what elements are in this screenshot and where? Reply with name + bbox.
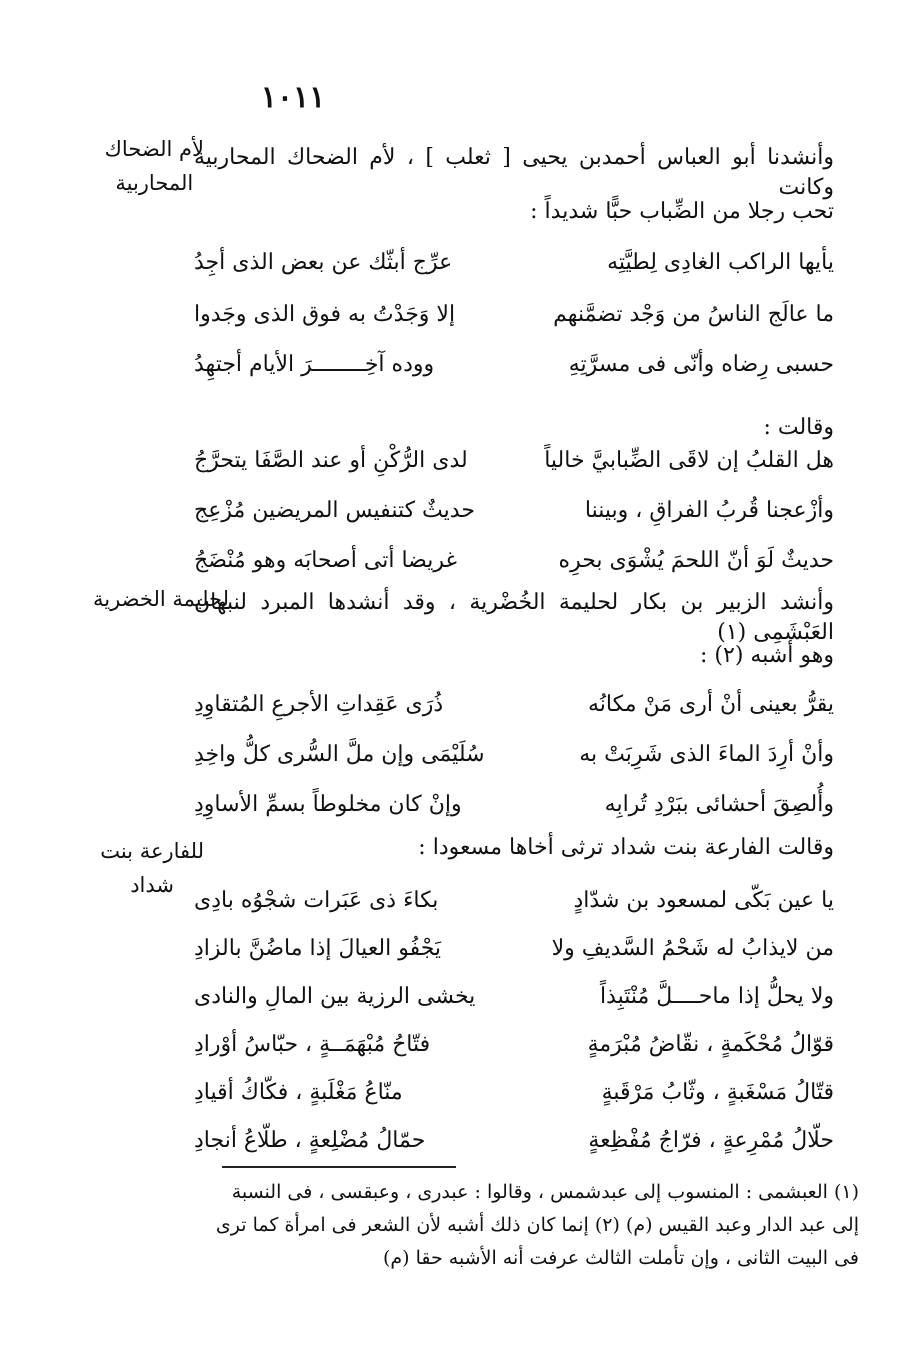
verse-line (194, 438, 834, 484)
verse-first-hemistich: وأُلصِقَ أحشائى ببَرْدِ تُرابِه (604, 792, 834, 817)
verse-second-hemistich: ذُرَى عَقِداتِ الأجرعِ المُتقاوِدِ (194, 692, 444, 717)
footnotes (159, 1176, 859, 1275)
page-number: ١٠١١ (260, 80, 326, 115)
section-intro: وأنشد الزبير بن بكار لحليمة الخُضْرية ، وقد أنشدها المبرد لنبهان العَبْشَمِى (١) (194, 590, 834, 645)
verse-first-hemistich: قوّالُ مُحْكَمةٍ ، نقّاضُ مُبْرَمةٍ (587, 1032, 834, 1057)
verse-second-hemistich: ووده آخِــــــــرَ الأيام أجتهِدُ (194, 352, 435, 377)
footnote-line: فى البيت الثانى ، وإن تأملت الثالث عرفت أنه الأشبه حقا (م) (382, 1247, 859, 1269)
verse-line (194, 1022, 834, 1068)
verse-first-hemistich: حلّالُ مُمْرِعةٍ ، فرّاجُ مُفْظِعةٍ (588, 1128, 834, 1153)
section-intro: وهو أشبه (٢) : (700, 643, 834, 668)
verse-line (194, 292, 834, 338)
margin-note-al-fariah (100, 834, 204, 902)
margin-note-line: لحليمة الخضرية (92, 587, 229, 611)
verse-line (194, 926, 834, 972)
section-intro: وأنشدنا أبو العباس أحمدبن يحيى [ ثعلب ] ، لأم الضحاك المحاربية وكانت (194, 145, 834, 200)
verse-second-hemistich: حديثٌ كتنفيس المريضين مُزْعِج (194, 498, 475, 523)
verse-line (194, 342, 834, 388)
verse-first-hemistich: ما عالَج الناسُ من وَجْد تضمَّنهم (553, 302, 834, 327)
verse-line (194, 782, 834, 828)
footnote-line: إلى عبد الدار وعبد القيس (م) (٢) إنما كان ذلك أشبه لأن الشعر فى امرأة كما ترى (215, 1214, 859, 1236)
verse-first-hemistich: ولا يحلُّ إذا ماحــــلَّ مُنْتَبِذاً (599, 984, 834, 1009)
footnote-divider (222, 1166, 456, 1168)
margin-note-umm-al-dahhak (105, 132, 204, 200)
verse-line (194, 1070, 834, 1116)
verse-second-hemistich: منّاعُ مَغْلَبةٍ ، فكّاكُ أقيادِ (194, 1080, 403, 1105)
verse-line (194, 732, 834, 778)
verse-first-hemistich: وأنْ أرِدَ الماءَ الذى شَرِبَتْ به (579, 742, 834, 767)
verse-first-hemistich: قتّالُ مَسْغَبةٍ ، وثّابُ مَرْقَبةٍ (601, 1080, 834, 1105)
verse-first-hemistich: يأيها الراكب الغادِى لِطيَّتِه (607, 250, 834, 275)
verse-first-hemistich: حديثٌ لَوَ أنّ اللحمَ يُشْوَى بحرِه (558, 548, 834, 573)
footnote-line: (١) العبشمى : المنسوب إلى عبدشمس ، وقالوا : عبدرى ، وعبقسى ، فى النسبة (231, 1181, 859, 1203)
verse-line (194, 974, 834, 1020)
verse-second-hemistich: بكاءَ ذى عَبَرات شجْوُه بادِى (194, 888, 439, 913)
verse-line (194, 488, 834, 534)
verse-line (194, 682, 834, 728)
margin-note-line: المحاربية (115, 171, 194, 195)
verse-first-hemistich: يا عين بَكّى لمسعود بن شدّادٍ (573, 888, 834, 913)
verse-line (194, 878, 834, 924)
verse-first-hemistich: حسبى رِضاه وأنّى فى مسرَّتِهِ (568, 352, 834, 377)
verse-second-hemistich: وإنْ كان مخلوطاً بسمِّ الأساوِدِ (194, 792, 462, 817)
verse-first-hemistich: من لايذابُ له شَحْمُ السَّديفِ ولا (551, 936, 834, 961)
verse-line (194, 538, 834, 584)
verse-second-hemistich: غريضا أتى أصحابَه وهو مُنْضَجُ (194, 548, 458, 573)
verse-first-hemistich: وأزْعجنا قُربُ الفراقِ ، وبيننا (584, 498, 834, 523)
verse-second-hemistich: سُلَيْمَى وإن ملَّ السُّرى كلُّ واخِدِ (194, 742, 485, 767)
verse-first-hemistich: هل القلبُ إن لاقَى الضِّبابيَّ خالياً (544, 448, 834, 473)
verse-second-hemistich: إلا وَجَدْتُ به فوق الذى وجَدوا (194, 302, 456, 327)
section-intro: وقالت الفارعة بنت شداد ترثى أخاها مسعودا : (418, 835, 834, 860)
verse-second-hemistich: فتّاحُ مُبْهَمَــةٍ ، حبّاسُ أوْرادِ (194, 1032, 431, 1057)
section-intro: تحب رجلا من الضِّباب حبًّا شديداً : (530, 199, 834, 224)
verse-second-hemistich: حمّالُ مُضْلِعةٍ ، طلّاعُ أنجادِ (194, 1128, 426, 1153)
margin-note-line: للفارعة بنت (100, 839, 204, 863)
margin-note-line: لأم الضحاك (104, 137, 204, 161)
verse-second-hemistich: يخشى الرزية بين المالِ والنادى (194, 984, 476, 1009)
verse-second-hemistich: لدى الرُّكْنِ أو عند الصَّفَا يتحرَّجُ (194, 448, 468, 473)
verse-first-hemistich: يقرُّ بعينى أنْ أرى مَنْ مكانُه (587, 692, 834, 717)
verse-line (194, 1118, 834, 1164)
verse-line (194, 240, 834, 286)
section-intro: وقالت : (763, 415, 834, 440)
verse-second-hemistich: عرِّج أبثّك عن بعض الذى أجِدُ (194, 250, 453, 275)
verse-second-hemistich: يَجْفُو العيالَ إذا ماضُنَّ بالزادِ (194, 936, 442, 961)
margin-note-line: شداد (130, 873, 175, 897)
